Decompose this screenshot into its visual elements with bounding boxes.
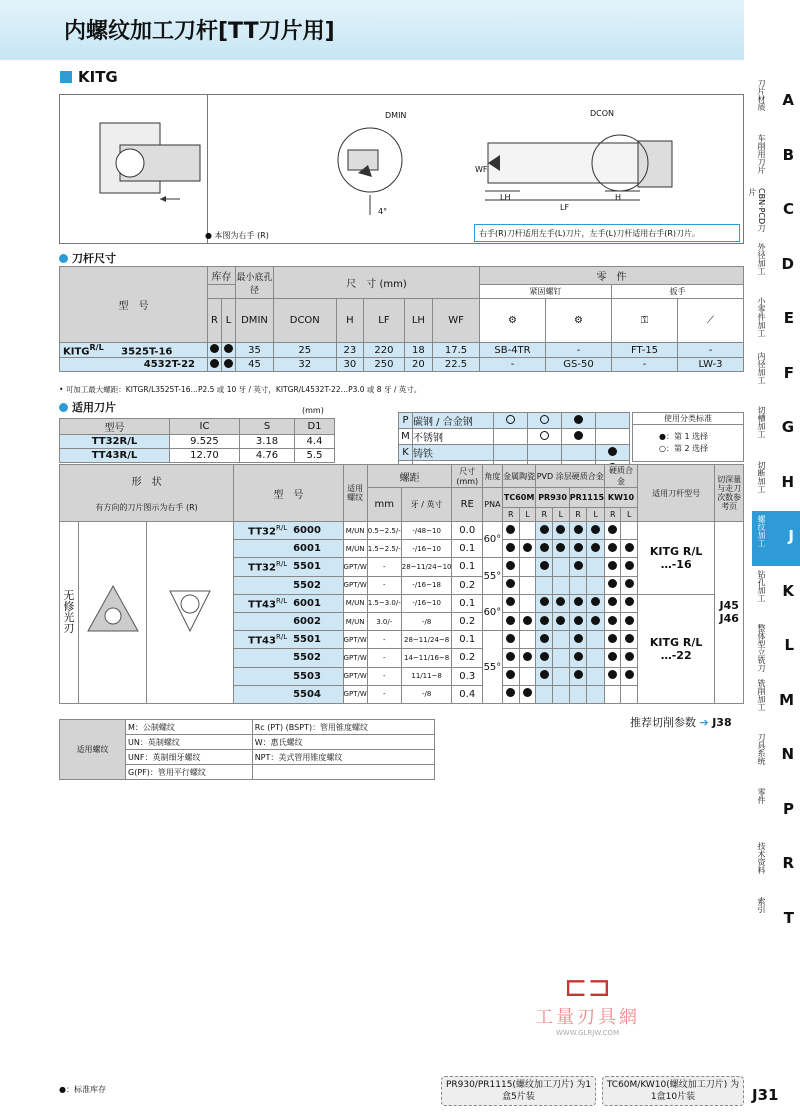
stock-dot-icon — [506, 634, 515, 643]
sidebar-item-r[interactable]: 技术资料 R — [757, 842, 794, 874]
stock-dot-icon — [523, 652, 532, 661]
col-min-bore: 最小底孔径 — [236, 267, 274, 299]
insert-dims-table: 型号 IC S D1 TT32R/L 9.525 3.18 4.4 TT43R/L 12.70 4.76 5.5 — [59, 418, 335, 463]
dcon-label: DCON — [590, 109, 615, 118]
sidebar-item-j[interactable]: 螺纹加工 J — [752, 511, 800, 566]
bullet-icon — [59, 254, 68, 263]
stock-dot-icon — [540, 597, 549, 606]
stock-dot-icon — [625, 543, 634, 552]
col-screw: 紧固螺钉 — [480, 285, 612, 299]
table-row: 5502 GPT/W - -/16~18 0.2 — [60, 576, 744, 594]
stock-dot-icon — [523, 543, 532, 552]
stock-dot-icon — [210, 344, 219, 353]
holder-table: 型 号 库存 最小底孔径 尺 寸 (mm) 零 件 紧固螺钉 扳手 R L DMIN DCON H LF LH WF ⚙ ⚙ ⚿ ⟋ KITG$^{R/L}$ 3525T-16 35 25 23 220 18 17.5 SB-4TR - FT-15 - 4532T-22 45 32 30 250 20 22.5 - GS-50 - LW-3 — [59, 266, 744, 372]
stock-dot-icon — [556, 616, 565, 625]
holder-dimension-drawing — [310, 105, 730, 230]
sidebar-item-n[interactable]: 刀具系统 N — [757, 733, 794, 765]
hand-compat-note: 右手(R)刀杆适用左手(L)刀片，左手(L)刀杆适用右手(R)刀片。 — [474, 224, 740, 242]
stock-dot-icon — [625, 597, 634, 606]
stock-dot-icon — [608, 525, 617, 534]
sidebar-item-d[interactable]: 外径加工 D — [757, 242, 794, 275]
second-choice-icon — [506, 415, 515, 424]
col-wrench: 扳手 — [612, 285, 744, 299]
stock-dot-icon — [523, 616, 532, 625]
bullet-icon — [59, 403, 68, 412]
stock-dot-icon — [574, 597, 583, 606]
stock-dot-icon — [540, 670, 549, 679]
stock-dot-icon — [574, 561, 583, 570]
sidebar-item-t[interactable]: 索引 T — [757, 896, 794, 927]
h-label: H — [615, 193, 622, 202]
holder-diagram — [59, 94, 744, 244]
material-table: P 碳钢 / 合金钢 M 不锈钢 K 铸铁 N 有色金属 — [398, 412, 630, 477]
stock-dot-icon — [506, 652, 515, 661]
holder-application-drawing — [60, 95, 208, 243]
stock-dot-icon — [540, 525, 549, 534]
stock-dot-icon — [540, 543, 549, 552]
sidebar-item-b[interactable]: 车削用刀片 B — [757, 133, 794, 174]
stock-dot-icon — [625, 561, 634, 570]
stock-dot-icon — [625, 670, 634, 679]
page-number: J31 — [752, 1086, 779, 1104]
stock-dot-icon — [608, 652, 617, 661]
table-row: 5502 GPT/W - 14~11/16~8 0.2 — [60, 649, 744, 667]
insert-shape-icon — [78, 522, 147, 704]
watermark-logo-icon: ⊏⊐ — [564, 970, 611, 1003]
stock-dot-icon — [608, 543, 617, 552]
stock-dot-icon — [210, 359, 219, 368]
stock-legend: ●：标准库存 — [59, 1085, 106, 1094]
stock-dot-icon — [506, 597, 515, 606]
table-row: $TT32^{R/L}$ 5501 GPT/W - 28~11/24~10 0.1 55° — [60, 558, 744, 576]
recommend-link[interactable]: 推荐切削参数 ➔ J38 — [630, 716, 732, 729]
stock-dot-icon — [506, 579, 515, 588]
stock-dot-icon — [574, 634, 583, 643]
wrench-lw-icon: ⟋ — [678, 299, 744, 343]
stock-dot-icon — [506, 561, 515, 570]
table-row: 6001 M/UN 1.5~2.5/- -/16~10 0.1 — [60, 540, 744, 558]
inserts-unit: (mm) — [302, 406, 324, 415]
stock-dot-icon — [608, 616, 617, 625]
right-hand-note: ● 本图为右手 (R) — [205, 231, 269, 240]
table-row: 5503 GPT/W - 11/11~8 0.3 — [60, 667, 744, 685]
stock-dot-icon — [540, 616, 549, 625]
sidebar-item-m[interactable]: 铣削加工 M — [757, 678, 794, 711]
stock-dot-icon — [506, 616, 515, 625]
stock-dot-icon — [591, 597, 600, 606]
table-row: KITG$^{R/L}$ 3525T-16 35 25 23 220 18 17.5 SB-4TR - FT-15 - — [60, 343, 744, 358]
sidebar-item-e[interactable]: 小零件加工 E — [757, 297, 794, 337]
stock-dot-icon — [224, 359, 233, 368]
angle-label: 4° — [378, 207, 388, 216]
sidebar-item-k[interactable]: 钻孔加工 K — [757, 569, 794, 602]
thread-legend-table: 适用螺纹 M：公制螺纹 Rc (PT) (BSPT)：管用锥度螺纹 UN：英制螺纹 W：惠氏螺纹 UNF：英制细牙螺纹 NPT：美式管用锥度螺纹 G(PF)：管用平行螺纹 — [59, 719, 435, 780]
stock-dot-icon — [556, 543, 565, 552]
sidebar-item-c[interactable]: CBN·PCD刀片 C — [748, 188, 794, 233]
pack-note-1: PR930/PR1115(螺纹加工刀片) 为1盒5片装 — [441, 1076, 596, 1106]
lf-label: LF — [560, 203, 570, 212]
sidebar-index — [748, 75, 800, 947]
screw-sb-icon: ⚙ — [480, 299, 546, 343]
legend-box: 使用分类标准 ●：第 1 选择 ○：第 2 选择 — [632, 412, 744, 462]
inserts-heading: 适用刀片 — [59, 399, 116, 415]
stock-dot-icon — [591, 525, 600, 534]
sidebar-item-f[interactable]: 内径加工 F — [757, 351, 794, 384]
sidebar-item-l[interactable]: 整体型立铣刀 L — [757, 624, 794, 672]
second-choice-icon — [540, 431, 549, 440]
stock-dot-icon — [506, 670, 515, 679]
stock-dot-icon — [556, 597, 565, 606]
section-heading: KITG — [60, 68, 118, 86]
insert-dimension-icon — [147, 522, 234, 704]
first-choice-icon — [608, 447, 617, 456]
holder-dims-heading: 刀杆尺寸 — [59, 250, 116, 266]
second-choice-icon — [540, 415, 549, 424]
table-row: 无修光刃 $TT32^{R/L}$ 6000 M/UN 0.5~2.5/- -/48~10 0.0 60° KITG R/L …-16 J45 J46 — [60, 522, 744, 540]
stock-dot-icon — [608, 670, 617, 679]
stock-dot-icon — [574, 670, 583, 679]
lh-label: LH — [500, 193, 511, 202]
wf-label: WF — [475, 165, 488, 174]
table-row: $TT43^{R/L}$ 6001 M/UN 1.5~3.0/- -/16~10 0.1 60° KITG R/L …-22 — [60, 594, 744, 612]
col-dims: 尺 寸 (mm) — [274, 267, 480, 299]
table-row: 6002 M/UN 3.0/- -/8 0.2 — [60, 612, 744, 630]
watermark: ⊏⊐ 工量刃具網 WWW.GLRJW.COM — [535, 970, 640, 1037]
stock-dot-icon — [540, 561, 549, 570]
stock-dot-icon — [625, 579, 634, 588]
stock-dot-icon — [540, 634, 549, 643]
stock-dot-icon — [608, 579, 617, 588]
stock-dot-icon — [625, 616, 634, 625]
stock-dot-icon — [523, 688, 532, 697]
stock-dot-icon — [574, 525, 583, 534]
stock-dot-icon — [591, 616, 600, 625]
stock-dot-icon — [591, 543, 600, 552]
stock-dot-icon — [506, 688, 515, 697]
table-row: 5504 GPT/W - -/8 0.4 — [60, 685, 744, 703]
sidebar-item-p[interactable]: 零件 P — [757, 787, 794, 818]
arrow-icon: ➔ — [699, 716, 709, 729]
stock-dot-icon — [625, 634, 634, 643]
sidebar-item-h[interactable]: 切断加工 H — [757, 460, 794, 493]
col-stock: 库存 — [208, 267, 236, 285]
page-title: 内螺纹加工刀杆[TT刀片用] — [64, 19, 335, 44]
stock-dot-icon — [506, 543, 515, 552]
application-sketch — [60, 95, 208, 243]
pack-note-2: TC60M/KW10(螺纹加工刀片) 为1盒10片装 — [602, 1076, 744, 1106]
stock-dot-icon — [506, 525, 515, 534]
insert-main-table: 形 状 有方向的刀片图示为右手 (R) 型 号 适用螺纹 螺距 尺寸 (mm) 角度 金属陶瓷 PVD 涂层硬质合金 硬质合金 适用刀杆型号 切深量与走刀次数参考页 mm 牙 / 英寸 RE PNA TC60M PR930 PR1115 KW10 R L R L R L R L 无修光刃 $TT32^{R/L}$ 6000 M/UN 0.5~2.5/- -/48~10 0.0 60° KITG R/L …-16 J45 J46 6001 M/UN 1.5~2.5/- -/16~10 0.1 $TT32^{R/L}$ 5501 GPT/W - 28~11/24~10 0.1 55° 5502 GPT/W - -/16~18 0.2 $TT43^{R/L}$ 6001 M/UN 1.5~3.0/- -/16~10 0.1 60° KITG R/L …-22 6002 M/UN 3.0/- -/8 0.2 $TT43^{R/L}$ 5501 GPT/W - 28~11/24~8 0.1 55° 5502 GPT/W - 14~11/16~8 0.2 5503 GPT/W - 11/11~8 0.3 5504 GPT/W - -/8 0.4 — [59, 464, 744, 704]
col-model: 型 号 — [60, 267, 208, 343]
stock-dot-icon — [574, 616, 583, 625]
first-choice-icon — [574, 415, 583, 424]
table-row: $TT43^{R/L}$ 5501 GPT/W - 28~11/24~8 0.1 55° — [60, 631, 744, 649]
stock-dot-icon — [540, 652, 549, 661]
sidebar-item-a[interactable]: 刀片材质 A — [757, 79, 794, 111]
stock-dot-icon — [608, 634, 617, 643]
section-marker-icon — [60, 71, 72, 83]
holder-footnote: • 可加工最大螺距：KITGR/L3525T-16…P2.5 或 10 牙 / 英寸，KITGR/L4532T-22…P3.0 或 8 牙 / 英寸。 — [59, 385, 422, 394]
wrench-ft-icon: ⚿ — [612, 299, 678, 343]
col-parts: 零 件 — [480, 267, 744, 285]
stock-dot-icon — [574, 652, 583, 661]
stock-dot-icon — [556, 525, 565, 534]
stock-dot-icon — [574, 543, 583, 552]
table-row: 4532T-22 45 32 30 250 20 22.5 - GS-50 - LW-3 — [60, 358, 744, 372]
stock-dot-icon — [608, 597, 617, 606]
stock-dot-icon — [608, 561, 617, 570]
table-row: TT32R/L 9.525 3.18 4.4 — [60, 435, 335, 449]
table-row: TT43R/L 12.70 4.76 5.5 — [60, 449, 335, 463]
stock-dot-icon — [625, 652, 634, 661]
dmin-label: DMIN — [385, 111, 407, 120]
sidebar-item-g[interactable]: 切槽加工 G — [757, 406, 794, 438]
screw-gs-icon: ⚙ — [546, 299, 612, 343]
first-choice-icon — [574, 431, 583, 440]
stock-dot-icon — [224, 344, 233, 353]
